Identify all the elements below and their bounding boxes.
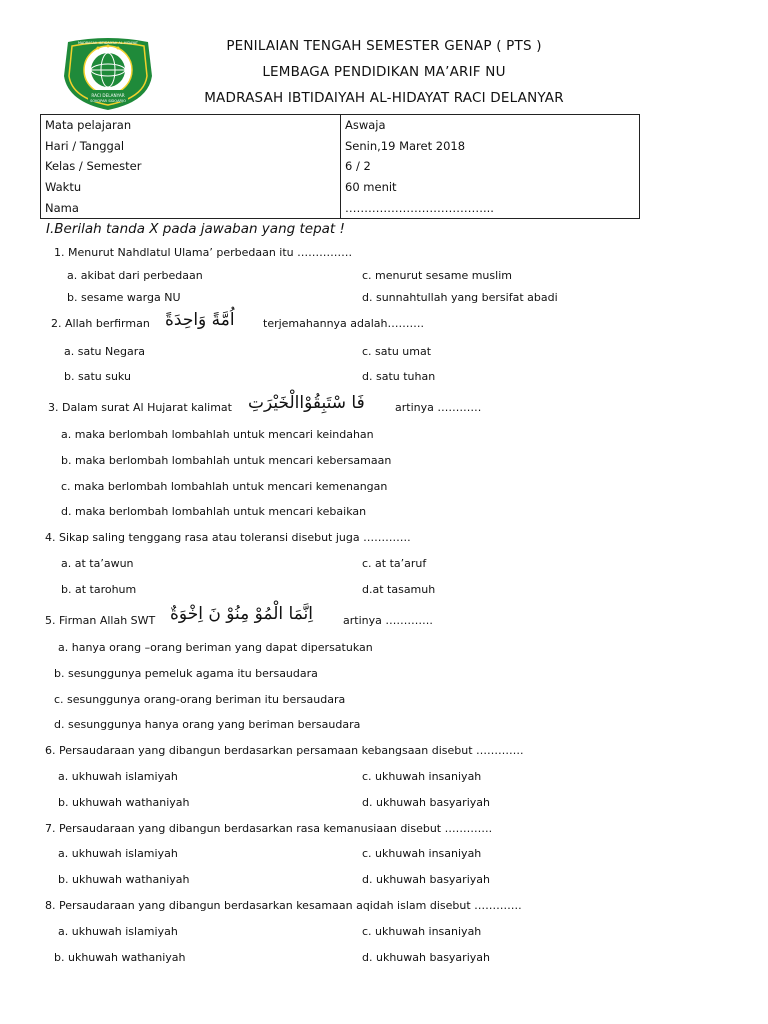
table-row xyxy=(41,136,640,157)
q4-option-d: d.at tasamuh xyxy=(362,583,436,596)
q8-option-d: d. ukhuwah basyariyah xyxy=(362,951,490,964)
q4-option-b: b. at tarohum xyxy=(61,583,137,596)
question-3-arabic: فَا سْتَبِقُوْاالْخَيْرَتِ xyxy=(248,393,365,413)
q1-option-c: c. menurut sesame muslim xyxy=(362,269,512,282)
table-row xyxy=(41,177,640,198)
table-row xyxy=(41,197,640,218)
instruction-text: I.Berilah tanda X pada jawaban yang tepat ! xyxy=(46,221,345,237)
q1-option-d: d. sunnahtullah yang bersifat abadi xyxy=(362,291,558,304)
info-value: Senin,19 Maret 2018 xyxy=(341,136,640,157)
q6-option-a: a. ukhuwah islamiyah xyxy=(58,770,178,783)
logo-bottom-text-2: SOKOPAR SIDOARJO xyxy=(90,99,126,103)
q6-option-c: c. ukhuwah insaniyah xyxy=(362,770,482,783)
q8-option-c: c. ukhuwah insaniyah xyxy=(362,925,482,938)
info-value: Aswaja xyxy=(341,115,640,136)
info-label: Hari / Tanggal xyxy=(41,136,341,157)
question-1: 1. Menurut Nahdlatul Ulama’ perbedaan itu …………… xyxy=(54,246,353,259)
q2-option-a: a. satu Negara xyxy=(64,345,145,358)
question-5-suffix: artinya …………. xyxy=(343,614,433,627)
question-5-arabic: اِنَّمَا الْمُوْ مِنُوْ نَ اِخْوَةٌ xyxy=(170,604,314,624)
school-logo-icon xyxy=(60,36,156,112)
question-3-suffix: artinya ………… xyxy=(395,401,482,414)
question-7: 7. Persaudaraan yang dibangun berdasarkan rasa kemanusiaan disebut …………. xyxy=(45,822,493,835)
exam-info-table xyxy=(40,114,640,219)
q6-option-d: d. ukhuwah basyariyah xyxy=(362,796,490,809)
info-value: ………………………………... xyxy=(341,197,640,218)
table-row xyxy=(41,115,640,136)
q7-option-a: a. ukhuwah islamiyah xyxy=(58,847,178,860)
header-title-3: MADRASAH IBTIDAIYAH AL-HIDAYAT RACI DELANYAR xyxy=(204,90,564,106)
q5-option-d: d. sesunggunya hanya orang yang beriman bersaudara xyxy=(54,718,361,731)
question-2-arabic: اُمَّةً وَاحِدَةً xyxy=(165,310,235,330)
q2-option-d: d. satu tuhan xyxy=(362,370,436,383)
info-label: Mata pelajaran xyxy=(41,115,341,136)
question-3-prefix: 3. Dalam surat Al Hujarat kalimat xyxy=(48,401,232,414)
q6-option-b: b. ukhuwah wathaniyah xyxy=(58,796,190,809)
q1-option-b: b. sesame warga NU xyxy=(67,291,181,304)
q5-option-c: c. sesunggunya orang-orang beriman itu bersaudara xyxy=(54,693,346,706)
q7-option-b: b. ukhuwah wathaniyah xyxy=(58,873,190,886)
q1-option-a: a. akibat dari perbedaan xyxy=(67,269,203,282)
question-6: 6. Persaudaraan yang dibangun berdasarkan persamaan kebangsaan disebut …………. xyxy=(45,744,524,757)
q3-option-a: a. maka berlombah lombahlah untuk mencari keindahan xyxy=(61,428,374,441)
logo-ring-text: MADRASAH IBTIDAIYAH AL-HIDAYAT xyxy=(77,41,139,45)
q5-option-a: a. hanya orang –orang beriman yang dapat dipersatukan xyxy=(58,641,373,654)
header-title-1: PENILAIAN TENGAH SEMESTER GENAP ( PTS ) xyxy=(226,38,542,54)
question-2-suffix: terjemahannya adalah………. xyxy=(263,317,425,330)
q4-option-c: c. at ta’aruf xyxy=(362,557,427,570)
question-8: 8. Persaudaraan yang dibangun berdasarkan kesamaan aqidah islam disebut …………. xyxy=(45,899,522,912)
q2-option-b: b. satu suku xyxy=(64,370,131,383)
header-title-2: LEMBAGA PENDIDIKAN MA’ARIF NU xyxy=(262,64,506,80)
q5-option-b: b. sesunggunya pemeluk agama itu bersaudara xyxy=(54,667,318,680)
q4-option-a: a. at ta’awun xyxy=(61,557,134,570)
info-label: Nama xyxy=(41,197,341,218)
info-value: 60 menit xyxy=(341,177,640,198)
q3-option-c: c. maka berlombah lombahlah untuk mencari kemenangan xyxy=(61,480,388,493)
q3-option-d: d. maka berlombah lombahlah untuk mencari kebaikan xyxy=(61,505,367,518)
q3-option-b: b. maka berlombah lombahlah untuk mencari kebersamaan xyxy=(61,454,392,467)
info-value: 6 / 2 xyxy=(341,156,640,177)
question-4: 4. Sikap saling tenggang rasa atau toleransi disebut juga …………. xyxy=(45,531,411,544)
q8-option-b: b. ukhuwah wathaniyah xyxy=(54,951,186,964)
question-2-prefix: 2. Allah berfirman xyxy=(51,317,150,330)
question-5-prefix: 5. Firman Allah SWT xyxy=(45,614,156,627)
logo-bottom-text-1: RACI DELANYAR xyxy=(91,93,125,98)
info-label: Kelas / Semester xyxy=(41,156,341,177)
info-label: Waktu xyxy=(41,177,341,198)
q8-option-a: a. ukhuwah islamiyah xyxy=(58,925,178,938)
q2-option-c: c. satu umat xyxy=(362,345,432,358)
q7-option-d: d. ukhuwah basyariyah xyxy=(362,873,490,886)
q7-option-c: c. ukhuwah insaniyah xyxy=(362,847,482,860)
table-row xyxy=(41,156,640,177)
